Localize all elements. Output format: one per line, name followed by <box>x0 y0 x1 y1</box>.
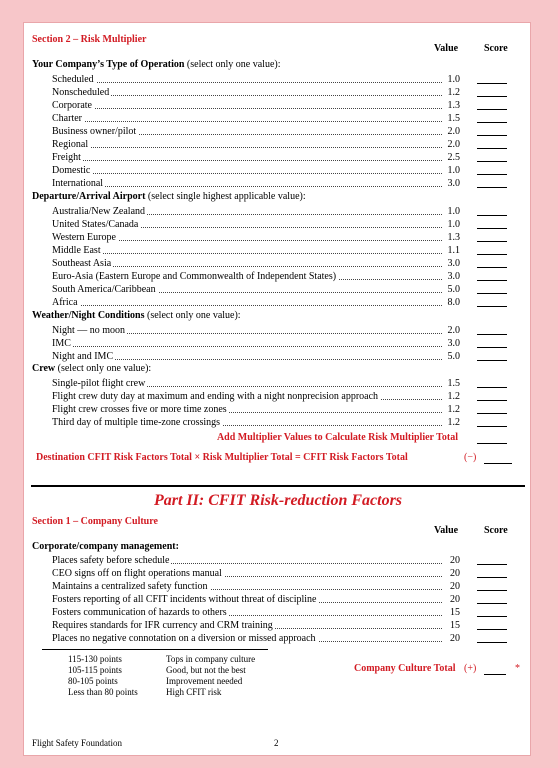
row-label: Requires standards for IFR currency and CRM training <box>52 620 273 631</box>
section-2-title: Section 2 – Risk Multiplier <box>32 34 147 45</box>
score-blank[interactable] <box>477 254 507 255</box>
risk-multiplier-row <box>52 270 460 283</box>
score-blank[interactable] <box>477 334 507 335</box>
company-culture-row <box>52 593 460 606</box>
row-label: Fosters communication of hazards to others <box>52 607 227 618</box>
risk-multiplier-row <box>52 125 460 138</box>
legend-desc: Tops in company culture <box>166 654 256 664</box>
row-label: Business owner/pilot <box>52 126 137 137</box>
row-label: Places no negative connotation on a diversion or missed approach <box>52 633 316 644</box>
risk-multiplier-row <box>52 112 460 125</box>
legend-range: 105-115 points <box>68 665 122 675</box>
row-value: 20 <box>444 554 460 567</box>
score-blank[interactable] <box>477 426 507 427</box>
row-value: 3.0 <box>444 257 460 270</box>
dot-leader <box>52 186 442 187</box>
row-label: Domestic <box>52 165 91 176</box>
legend-desc: Good, but not the best <box>166 665 246 675</box>
row-value: 3.0 <box>444 337 460 350</box>
score-blank[interactable] <box>477 174 507 175</box>
row-value: 1.1 <box>444 244 460 257</box>
row-value: 3.0 <box>444 270 460 283</box>
score-blank[interactable] <box>477 83 507 84</box>
score-blank[interactable] <box>477 590 507 591</box>
row-value: 1.3 <box>444 231 460 244</box>
group-title-operation <box>32 59 281 70</box>
group-title-bold: Your Company’s Type of Operation <box>32 59 185 70</box>
risk-multiplier-row <box>52 350 460 363</box>
score-blank[interactable] <box>477 629 507 630</box>
row-label: IMC <box>52 338 71 349</box>
score-column-header: Score <box>484 43 508 54</box>
legend-range: Less than 80 points <box>68 687 138 697</box>
risk-multiplier-row <box>52 164 460 177</box>
row-label: Freight <box>52 152 81 163</box>
score-blank[interactable] <box>477 161 507 162</box>
risk-multiplier-row <box>52 151 460 164</box>
dot-leader <box>52 121 442 122</box>
row-value: 20 <box>444 632 460 645</box>
score-blank[interactable] <box>477 413 507 414</box>
score-blank[interactable] <box>477 135 507 136</box>
row-value: 1.0 <box>444 73 460 86</box>
group-title-note: (select single highest applicable value): <box>145 191 306 202</box>
company-culture-row <box>52 632 460 645</box>
row-label: Southeast Asia <box>52 258 112 269</box>
company-culture-row <box>52 606 460 619</box>
risk-multiplier-row <box>52 205 460 218</box>
risk-multiplier-row <box>52 390 460 403</box>
row-value: 3.0 <box>444 177 460 190</box>
row-label: South America/Caribbean <box>52 284 156 295</box>
row-label: Africa <box>52 297 78 308</box>
row-value: 1.2 <box>444 390 460 403</box>
group-title-airport <box>32 191 306 202</box>
row-label: Third day of multiple time-zone crossings <box>52 417 221 428</box>
footer-page-number: 2 <box>274 738 279 748</box>
dot-leader <box>52 346 442 347</box>
score-blank[interactable] <box>477 148 507 149</box>
row-value: 2.0 <box>444 125 460 138</box>
row-label: Night and IMC <box>52 351 114 362</box>
company-culture-row <box>52 580 460 593</box>
group-title-note: (select only one value): <box>144 310 241 321</box>
row-label: Middle East <box>52 245 101 256</box>
risk-multiplier-row <box>52 324 460 337</box>
value-column-header: Value <box>434 43 459 54</box>
row-label: Single-pilot flight crew <box>52 378 146 389</box>
risk-multiplier-row <box>52 403 460 416</box>
group-title-note: (select only one value): <box>184 59 281 70</box>
risk-multiplier-row <box>52 377 460 390</box>
risk-multiplier-row <box>52 73 460 86</box>
row-label: Australia/New Zealand <box>52 206 146 217</box>
row-value: 20 <box>444 567 460 580</box>
score-blank[interactable] <box>477 564 507 565</box>
score-blank[interactable] <box>477 267 507 268</box>
group-title-bold: Departure/Arrival Airport <box>32 191 146 202</box>
company-culture-row <box>52 554 460 567</box>
row-value: 1.2 <box>444 416 460 429</box>
row-value: 1.5 <box>444 377 460 390</box>
footnote-asterisk: * <box>515 663 520 674</box>
score-column-header-2: Score <box>484 525 508 536</box>
dot-leader <box>52 173 442 174</box>
score-blank[interactable] <box>477 387 507 388</box>
score-blank[interactable] <box>477 187 507 188</box>
group-title-bold: Crew <box>32 363 56 374</box>
add-multiplier-instruction: Add Multiplier Values to Calculate Risk Multiplier Total <box>216 432 458 443</box>
section-1-title: Section 1 – Company Culture <box>32 516 158 527</box>
row-value: 1.5 <box>444 112 460 125</box>
risk-multiplier-row <box>52 244 460 257</box>
row-label: Flight crew duty day at maximum and ending with a night nonprecision approach <box>52 391 379 402</box>
score-blank[interactable] <box>477 293 507 294</box>
row-value: 5.0 <box>444 350 460 363</box>
row-label: Flight crew crosses five or more time zones <box>52 404 227 415</box>
score-blank[interactable] <box>477 280 507 281</box>
row-label: Western Europe <box>52 232 116 243</box>
row-label: Night — no moon <box>52 325 126 336</box>
company-culture-row <box>52 567 460 580</box>
footer-org: Flight Safety Foundation <box>32 738 122 748</box>
row-value: 15 <box>444 619 460 632</box>
row-value: 1.0 <box>444 218 460 231</box>
dot-leader <box>52 253 442 254</box>
risk-multiplier-row <box>52 99 460 112</box>
row-value: 2.0 <box>444 138 460 151</box>
score-blank[interactable] <box>477 122 507 123</box>
row-value: 1.3 <box>444 99 460 112</box>
row-label: Nonscheduled <box>52 87 110 98</box>
legend-range: 115-130 points <box>68 654 122 664</box>
company-culture-total-blank[interactable] <box>484 674 506 675</box>
company-culture-row <box>52 619 460 632</box>
score-blank[interactable] <box>477 215 507 216</box>
row-label: Maintains a centralized safety function <box>52 581 208 592</box>
score-blank[interactable] <box>477 109 507 110</box>
group-title-note: (select only one value): <box>55 363 152 374</box>
row-label: CEO signs off on flight operations manual <box>52 568 222 579</box>
row-label: Places safety before schedule <box>52 555 170 566</box>
row-label: Euro-Asia (Eastern Europe and Commonwealth of Independent States) <box>52 271 337 282</box>
row-label: International <box>52 178 104 189</box>
destination-total-formula: Destination CFIT Risk Factors Total × Risk Multiplier Total = CFIT Risk Factors Total <box>36 452 408 463</box>
dot-leader <box>52 160 442 161</box>
score-blank[interactable] <box>477 360 507 361</box>
risk-multiplier-row <box>52 231 460 244</box>
group-title-management: Corporate/company management: <box>32 541 179 552</box>
group-title-bold: Weather/Night Conditions <box>32 310 145 321</box>
score-legend-ranges <box>68 654 138 698</box>
score-blank[interactable] <box>477 228 507 229</box>
row-value: 2.5 <box>444 151 460 164</box>
group-title-weather <box>32 310 241 321</box>
row-value: 2.0 <box>444 324 460 337</box>
score-blank[interactable] <box>477 616 507 617</box>
dot-leader <box>52 305 442 306</box>
risk-multiplier-row <box>52 218 460 231</box>
risk-multiplier-row <box>52 138 460 151</box>
destination-total-blank[interactable] <box>484 463 512 464</box>
row-value: 1.0 <box>444 205 460 218</box>
row-label: Charter <box>52 113 82 124</box>
dot-leader <box>52 147 442 148</box>
score-legend-descriptions <box>166 654 255 698</box>
row-value: 1.2 <box>444 86 460 99</box>
row-value: 20 <box>444 580 460 593</box>
multiplier-total-blank[interactable] <box>477 443 507 444</box>
risk-multiplier-row <box>52 416 460 429</box>
risk-multiplier-row <box>52 296 460 309</box>
risk-multiplier-row <box>52 337 460 350</box>
score-blank[interactable] <box>477 603 507 604</box>
company-culture-total-label: Company Culture Total <box>354 663 456 674</box>
score-blank[interactable] <box>477 306 507 307</box>
score-blank[interactable] <box>477 577 507 578</box>
score-blank[interactable] <box>477 241 507 242</box>
company-culture-total-sign: (+) <box>464 663 477 674</box>
score-blank[interactable] <box>477 347 507 348</box>
legend-desc: Improvement needed <box>166 676 243 686</box>
dot-leader <box>52 82 442 83</box>
row-value: 8.0 <box>444 296 460 309</box>
legend-desc: High CFIT risk <box>166 687 222 697</box>
row-value: 15 <box>444 606 460 619</box>
row-label: Scheduled <box>52 74 94 85</box>
risk-multiplier-row <box>52 177 460 190</box>
score-blank[interactable] <box>477 642 507 643</box>
row-value: 1.2 <box>444 403 460 416</box>
score-blank[interactable] <box>477 400 507 401</box>
row-value: 1.0 <box>444 164 460 177</box>
row-label: Regional <box>52 139 89 150</box>
row-label: Fosters reporting of all CFIT incidents without threat of discipline <box>52 594 317 605</box>
legend-divider <box>42 649 268 650</box>
row-value: 20 <box>444 593 460 606</box>
dot-leader <box>52 108 442 109</box>
part-2-title: Part II: CFIT Risk-reduction Factors <box>153 492 403 509</box>
row-value: 5.0 <box>444 283 460 296</box>
section-divider <box>31 485 525 487</box>
group-title-crew <box>32 363 151 374</box>
risk-multiplier-row <box>52 257 460 270</box>
document-page <box>23 22 531 756</box>
destination-total-sign: (−) <box>464 452 477 463</box>
risk-multiplier-row <box>52 283 460 296</box>
legend-range: 80-105 points <box>68 676 118 686</box>
row-label: United States/Canada <box>52 219 139 230</box>
risk-multiplier-row <box>52 86 460 99</box>
score-blank[interactable] <box>477 96 507 97</box>
value-column-header-2: Value <box>434 525 459 536</box>
row-label: Corporate <box>52 100 92 111</box>
